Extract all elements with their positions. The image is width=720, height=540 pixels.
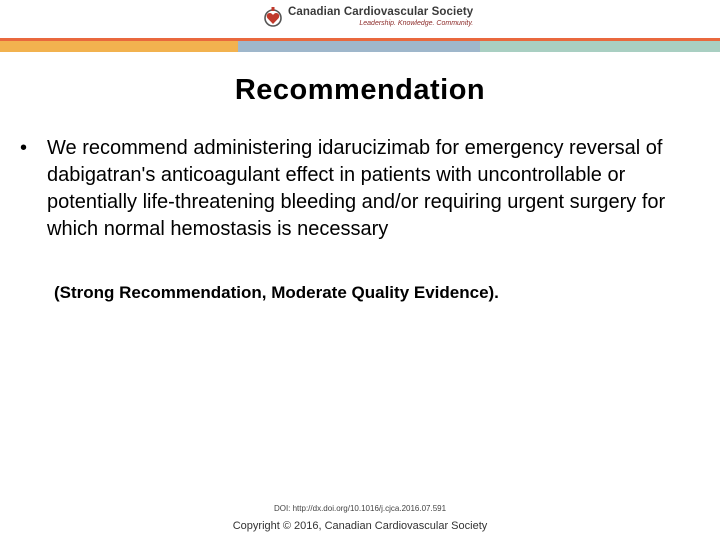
logo-text [288,6,473,28]
band-segment-middle [238,41,480,52]
evidence-grade: (Strong Recommendation, Moderate Quality Evidence). [54,283,499,302]
band-segment-right [480,41,720,52]
header-color-band [0,38,720,52]
bullet-text: We recommend administering idarucizimab for emergency reversal of dabigatran's anticoagulant effect in patients with uncontrollable or potentially life-threatening bleeding and/or requiring urgent surgery for which normal hemostasis is necessary [47,137,666,240]
slide-title: Recommendation [234,74,486,106]
doi-link[interactable]: DOI: http://dx.doi.org/10.1016/j.cjca.2016.07.591 [273,504,447,513]
copyright-notice: Copyright © 2016, Canadian Cardiovascular Society [232,520,488,532]
recommendation-bullet [20,135,700,243]
header-logo [262,6,473,28]
org-tagline: Leadership. Knowledge. Community. [359,20,474,27]
band-segment-left [0,41,238,52]
bullet-marker: • [20,137,28,159]
org-name: Canadian Cardiovascular Society [288,6,474,18]
heart-icon [262,6,284,28]
